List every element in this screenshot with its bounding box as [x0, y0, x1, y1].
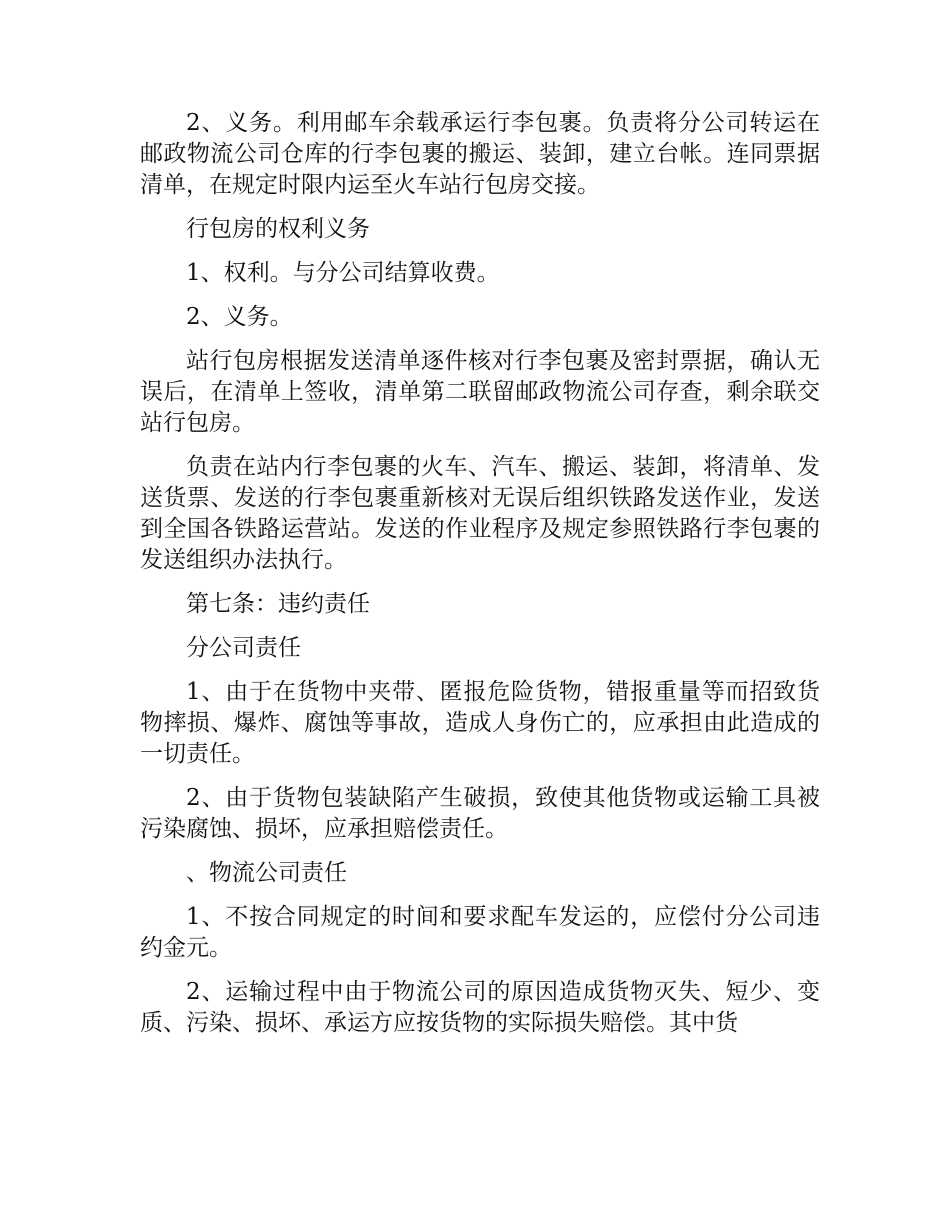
heading-logistics-liability: 、物流公司责任 — [186, 860, 347, 886]
paragraph-logistics-liability-2: 2、运输过程中由于物流公司的原因造成货物灭失、短少、变质、污染、损坏、承运方应按货物的实际损失赔偿。其中货 — [140, 979, 820, 1036]
paragraph-rights-1: 1、权利。与分公司结算收费。 — [186, 260, 500, 286]
heading-article-7: 第七条：违约责任 — [186, 591, 370, 617]
paragraph-branch-liability-1: 1、由于在货物中夹带、匿报危险货物，错报重量等而招致货物摔损、爆炸、腐蚀等事故，造成人身伤亡的，应承担由此造成的一切责任。 — [140, 679, 820, 767]
paragraph-logistics-liability-1: 1、不按合同规定的时间和要求配车发运的，应偿付分公司违约金元。 — [140, 904, 820, 961]
heading-branch-liability: 分公司责任 — [186, 635, 301, 661]
paragraph-obligation-2: 2、义务。利用邮车余载承运行李包裹。负责将分公司转运在邮政物流公司仓库的行李包裹的搬运、装卸，建立台帐。连同票据清单，在规定时限内运至火车站行包房交接。 — [140, 110, 820, 198]
paragraph-branch-liability-2: 2、由于货物包装缺陷产生破损，致使其他货物或运输工具被污染腐蚀、损坏，应承担赔偿责任。 — [140, 785, 820, 842]
heading-baggage-room-rights: 行包房的权利义务 — [186, 216, 370, 242]
paragraph-station-handling: 负责在站内行李包裹的火车、汽车、搬运、装卸，将清单、发送货票、发送的行李包裹重新核对无误后组织铁路发送作业，发送到全国各铁路运营站。发送的作业程序及规定参照铁路行李包裹的发送组织办法执行。 — [140, 454, 820, 573]
paragraph-station-check: 站行包房根据发送清单逐件核对行李包裹及密封票据，确认无误后，在清单上签收，清单第二联留邮政物流公司存查，剩余联交站行包房。 — [140, 348, 820, 436]
paragraph-obligation-label: 2、义务。 — [186, 304, 293, 330]
document-body — [140, 108, 820, 1052]
